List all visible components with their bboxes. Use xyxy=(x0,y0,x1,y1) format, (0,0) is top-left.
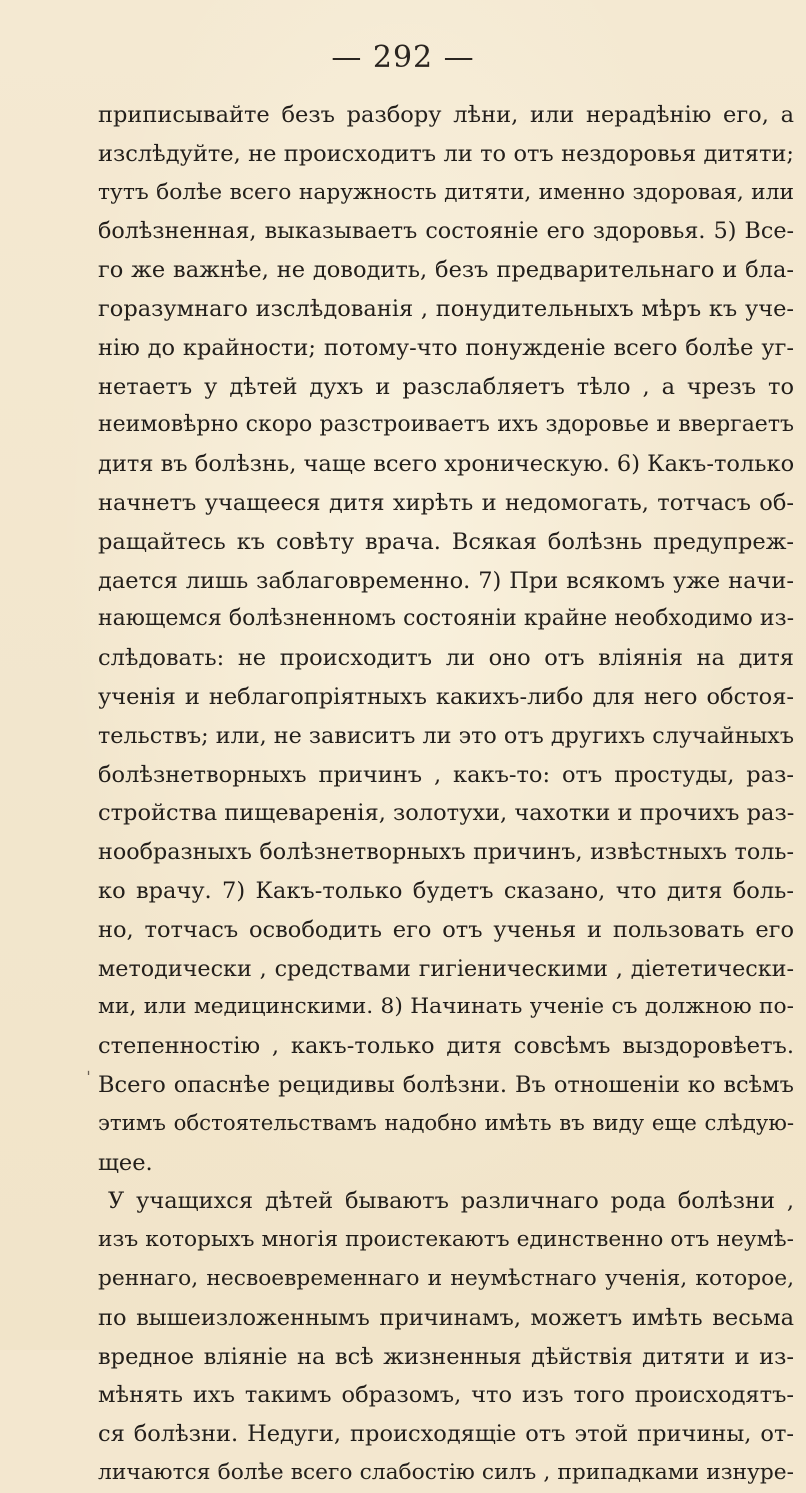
text-line: приписывайте безъ разбору лѣни, или нерадѣнію его, а xyxy=(98,102,794,128)
text-line: слѣдовать: не происходитъ ли оно отъ вліянія на дитя xyxy=(98,645,794,672)
text-line: дается лишь заблаговременно. 7) При всякомъ уже начи- xyxy=(98,567,794,594)
text-line: реннаго, несвоевременнаго и неумѣстнаго ученія, которое, xyxy=(98,1265,794,1291)
text-line: степенностію , какъ-только дитя совсѣмъ выздоровѣетъ. xyxy=(98,1033,794,1060)
text-line: ращайтесь къ совѣту врача. Всякая болѣзнь предупреж- xyxy=(98,528,794,555)
body-text xyxy=(98,96,794,1493)
text-line: вредное вліяніе на всѣ жизненныя дѣйствія дитяти и из- xyxy=(98,1343,794,1370)
text-line: ся болѣзни. Недуги, происходящіе отъ этой причины, от- xyxy=(98,1421,794,1448)
page-number: — 292 — xyxy=(331,40,475,75)
text-line: ко врачу. 7) Какъ-только будетъ сказано, что дитя боль- xyxy=(98,877,794,904)
text-line: ми, или медицинскими. 8) Начинать ученіе съ должною по- xyxy=(98,994,794,1020)
text-line: нающемся болѣзненномъ состояніи крайне необходимо из- xyxy=(98,606,794,632)
text-line: методически , средствами гигіеническими , діететически- xyxy=(98,955,794,982)
text-line: нообразныхъ болѣзнетворныхъ причинъ, извѣстныхъ толь- xyxy=(98,839,794,866)
text-line: дитя въ болѣзнь, чаще всего хроническую. 6) Какъ-только xyxy=(98,451,795,478)
text-line: личаются болѣе всего слабостію силъ , припадками изнуре- xyxy=(98,1459,794,1485)
text-line: Всего опаснѣе рецидивы болѣзни. Въ отношеніи ко всѣмъ xyxy=(98,1071,794,1098)
text-line: щее. xyxy=(98,1149,153,1176)
text-line: но, тотчасъ освободить его отъ ученья и пользовать его xyxy=(98,916,794,943)
text-line: мѣнять ихъ такимъ образомъ, что изъ того происходятъ- xyxy=(98,1382,794,1409)
text-line: нетаетъ у дѣтей духъ и разслабляетъ тѣло , а чрезъ то xyxy=(98,373,794,400)
text-line: изслѣдуйте, не происходитъ ли то отъ нездоровья дитяти; xyxy=(98,140,794,167)
text-line: нію до крайности; потому-что понужденіе всего болѣе уг- xyxy=(98,334,794,361)
text-line: этимъ обстоятельствамъ надобно имѣть въ виду еще слѣдую- xyxy=(98,1110,794,1136)
text-line: болѣзненная, выказываетъ состояніе его здоровья. 5) Все- xyxy=(98,218,794,245)
margin-mark: ˌ xyxy=(86,1057,91,1078)
text-line: тутъ болѣе всего наружность дитяти, именно здоровая, или xyxy=(98,179,794,205)
text-line: болѣзнетворныхъ причинъ , какъ-то: отъ простуды, раз- xyxy=(98,761,794,788)
text-line: по вышеизложеннымъ причинамъ, можетъ имѣть весьма xyxy=(98,1304,794,1331)
text-line: ученія и неблагопріятныхъ какихъ-либо для него обстоя- xyxy=(98,683,794,710)
text-line: У учащихся дѣтей бываютъ различнаго рода болѣзни , xyxy=(108,1188,794,1215)
text-line: стройства пищеваренія, золотухи, чахотки и прочихъ раз- xyxy=(98,800,795,827)
text-line: изъ которыхъ многія проистекаютъ единственно отъ неумѣ- xyxy=(98,1227,794,1253)
text-line: го же важнѣе, не доводить, безъ предварительнаго и бла- xyxy=(98,257,794,284)
text-line: неимовѣрно скоро разстроиваетъ ихъ здоровье и ввергаетъ xyxy=(98,412,794,438)
text-line: начнетъ учащееся дитя хирѣть и недомогать, тотчасъ об- xyxy=(98,489,794,516)
text-line: тельствъ; или, не зависитъ ли это отъ другихъ случайныхъ xyxy=(98,722,794,749)
text-line: горазумнаго изслѣдованія , понудительныхъ мѣръ къ уче- xyxy=(98,295,794,322)
